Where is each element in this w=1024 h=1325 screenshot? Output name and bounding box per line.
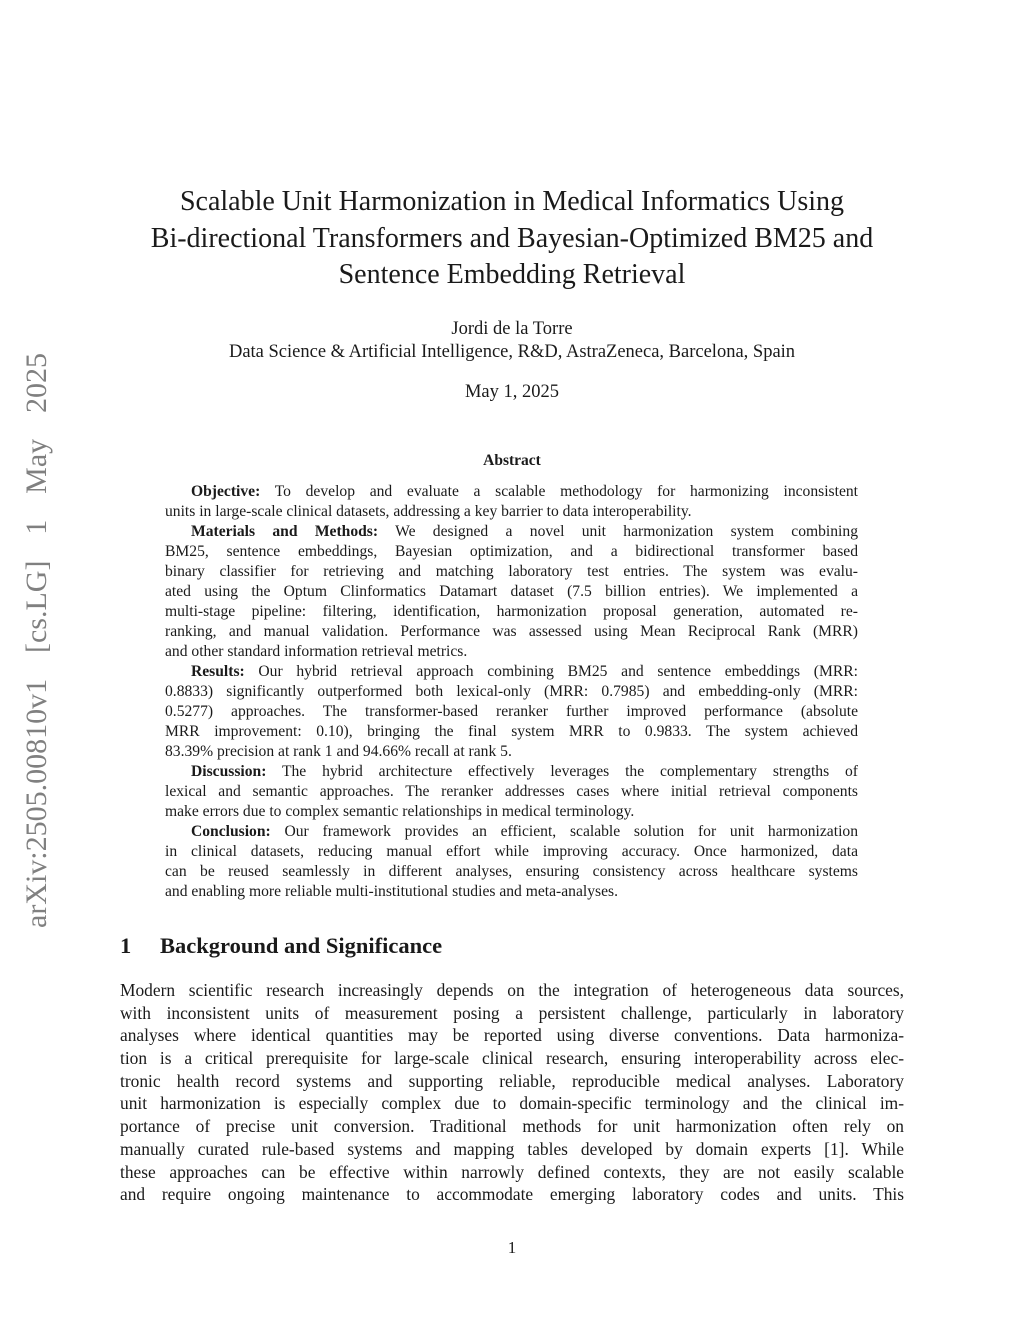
abstract-line: make errors due to complex semantic relationships in medical terminology.	[165, 803, 635, 820]
abstract-body	[165, 482, 858, 902]
title-line: Sentence Embedding Retrieval	[338, 259, 686, 290]
abstract-line: BM25, sentence embeddings, Bayesian optimization, and a bidirectional transformer based	[165, 543, 858, 560]
abstract-heading: Abstract	[483, 452, 541, 469]
title-line: Bi-directional Transformers and Bayesian-Optimized BM25 and	[150, 222, 874, 254]
body-line: portance of precise unit conversion. Traditional methods for unit harmonization often rely on	[120, 1116, 904, 1137]
abstract-line	[165, 762, 858, 782]
abstract-line: can be reused seamlessly in different analyses, ensuring consistency across healthcare systems	[165, 863, 858, 880]
abstract-line	[165, 522, 858, 542]
abstract-line: binary classifier for retrieving and matching laboratory test entries. The system was evalu-	[165, 563, 858, 580]
abstract-line: units in large-scale clinical datasets, addressing a key barrier to data interoperability.	[165, 503, 692, 520]
author-name: Jordi de la Torre	[451, 319, 573, 339]
abstract-line: 83.39% precision at rank 1 and 94.66% recall at rank 5.	[165, 743, 512, 760]
body-line: and require ongoing maintenance to accommodate emerging laboratory codes and units. This	[120, 1184, 904, 1205]
abstract-line: ranking, and manual validation. Performance was assessed using Mean Reciprocal Rank (MRR)	[165, 623, 858, 640]
abstract-line	[165, 662, 858, 682]
arxiv-identifier-stamp: arXiv:2505.00810v1 [cs.LG] 1 May 2025	[20, 353, 53, 928]
abstract-text: To develop and evaluate a scalable methodology for harmonizing inconsistent	[260, 483, 858, 500]
body-line: these approaches can be effective within narrowly defined contexts, they are not easily scalable	[120, 1161, 904, 1182]
paper-date: May 1, 2025	[464, 382, 560, 402]
abstract-line: multi-stage pipeline: filtering, identification, harmonization proposal generation, automated re-	[165, 603, 858, 620]
body-line: with inconsistent units of measurement posing a persistent challenge, particularly in laboratory	[120, 1002, 904, 1023]
abstract-label: Results:	[191, 663, 245, 680]
body-line: tronic health record systems and supporting reliable, reproducible medical analyses. Laboratory	[120, 1070, 904, 1091]
paper-title	[0, 184, 1024, 294]
abstract-label: Objective:	[191, 483, 261, 500]
abstract-line: lexical and semantic approaches. The reranker addresses cases where initial retrieval components	[165, 783, 858, 800]
abstract-label: Discussion:	[191, 763, 267, 780]
section-heading	[120, 933, 442, 959]
abstract-label: Materials and Methods:	[191, 523, 379, 540]
body-line: unit harmonization is especially complex due to domain-specific terminology and the clinical im-	[120, 1093, 904, 1114]
abstract-line: 0.8833) significantly outperformed both lexical-only (MRR: 0.7985) and embedding-only (MRR:	[165, 683, 858, 700]
page-number: 1	[507, 1238, 517, 1257]
abstract-line: 0.5277) approaches. The transformer-based reranker further improved performance (absolute	[165, 703, 858, 720]
author-block	[0, 318, 1024, 364]
abstract-line: MRR improvement: 0.10), bringing the final system MRR to 0.9833. The system achieved	[165, 723, 858, 740]
section-title: Background and Significance	[160, 933, 443, 958]
abstract-line: and enabling more reliable multi-institutional studies and meta-analyses.	[165, 883, 618, 900]
abstract-text: Our framework provides an efficient, scalable solution for unit harmonization	[270, 823, 858, 840]
abstract-text: We designed a novel unit harmonization system combining	[378, 523, 858, 540]
body-line: tion is a critical prerequisite for large-scale clinical research, ensuring interoperability across elec-	[120, 1048, 904, 1069]
author-affiliation: Data Science & Artificial Intelligence, R&D, AstraZeneca, Barcelona, Spain	[228, 342, 796, 362]
body-line: manually curated rule-based systems and mapping tables developed by domain experts [1]. While	[120, 1138, 904, 1159]
abstract-line: and other standard information retrieval metrics.	[165, 643, 468, 660]
abstract-line: ated using the Optum Clinformatics Datamart dataset (7.5 billion entries). We implemented a	[165, 583, 858, 600]
abstract-text: The hybrid architecture effectively leverages the complementary strengths of	[266, 763, 858, 780]
section-number: 1	[120, 933, 132, 958]
abstract-label: Conclusion:	[191, 823, 271, 840]
title-line: Scalable Unit Harmonization in Medical Informatics Using	[179, 186, 845, 217]
body-line: analyses where identical quantities may be reported using diverse conventions. Data harmoniza-	[120, 1025, 904, 1046]
abstract-line	[165, 482, 858, 502]
section-body	[120, 979, 904, 1206]
abstract-line	[165, 822, 858, 842]
abstract-line: in clinical datasets, reducing manual effort while improving accuracy. Once harmonized, data	[165, 843, 858, 860]
body-line: Modern scientific research increasingly depends on the integration of heterogeneous data sources,	[120, 980, 904, 1000]
abstract-text: Our hybrid retrieval approach combining BM25 and sentence embeddings (MRR:	[244, 663, 858, 680]
